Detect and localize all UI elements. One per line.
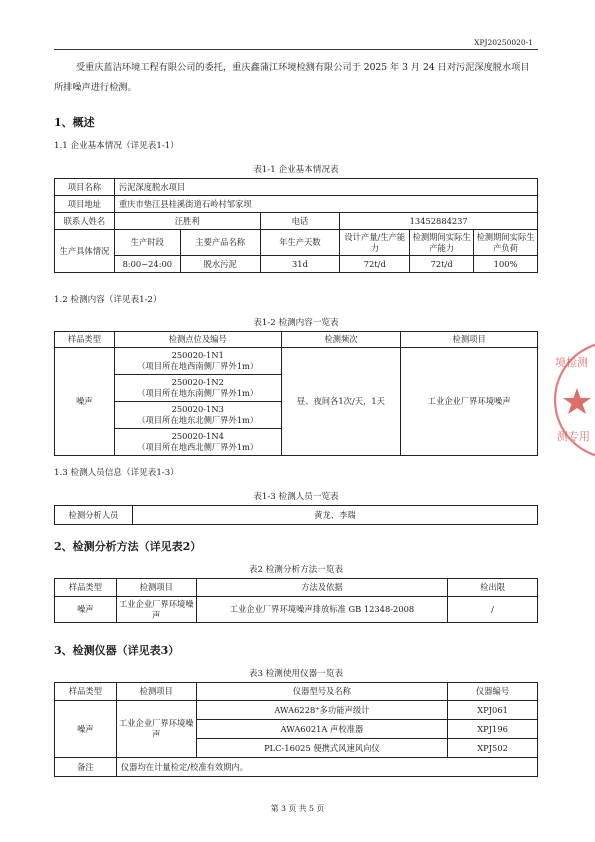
official-seal — [549, 338, 595, 460]
table-header: 检测期间实际生产负荷 — [474, 230, 538, 256]
table-header: 主要产品名称 — [180, 230, 260, 256]
table-header: 样品类型 — [55, 683, 117, 701]
table-cell: 工业企业厂界环境噪声排放标准 GB 12348-2008 — [196, 597, 447, 623]
table-header: 样品类型 — [55, 579, 117, 597]
table-cell: 72t/d — [410, 256, 474, 273]
section-1-1-heading: 1.1 企业基本情况（详见表1-1） — [54, 141, 179, 151]
point-desc: （项目所在地东南侧厂界外1m） — [137, 388, 259, 398]
point-desc: （项目所在地西南侧厂界外1m） — [137, 361, 259, 371]
table-header: 样品类型 — [55, 332, 115, 348]
point-desc: （项目所在地西北侧厂界外1m） — [137, 442, 259, 452]
note: 仪器均在计量检定/校准有效期内。 — [116, 758, 537, 777]
svg-text:测专用: 测专用 — [557, 430, 590, 443]
instrument-code: XPJ502 — [448, 739, 538, 758]
section-1-heading: 1、概述 — [54, 116, 95, 129]
table-1-2 — [54, 331, 538, 456]
table-header: 仪器编号 — [448, 683, 538, 701]
table-header: 检测频次 — [281, 332, 401, 348]
section-2-heading: 2、检测分析方法（详见表2） — [54, 540, 202, 553]
staff-label: 检测分析人员 — [55, 506, 133, 525]
instrument-code: XPJ196 — [448, 720, 538, 739]
test-item: 工业企业厂界环境噪声 — [401, 348, 538, 456]
table-3 — [54, 682, 538, 777]
table-header: 检测项目 — [116, 683, 196, 701]
table-cell: 脱水污泥 — [180, 256, 260, 273]
table-1-3 — [54, 505, 538, 525]
intro-paragraph: 受重庆蓝洁环境工程有限公司的委托，重庆鑫蒲江环境检测有限公司于 2025 年 3 月 24 日对污泥深度脱水项目所排噪声进行检测。 — [54, 62, 530, 93]
instrument-code: XPJ061 — [448, 701, 538, 720]
table-1-1 — [54, 178, 538, 273]
table-header: 生产时段 — [114, 230, 180, 256]
monitoring-point — [114, 429, 281, 456]
sample-type: 噪声 — [55, 701, 117, 758]
point-id: 250020-1N1 — [171, 350, 224, 360]
section-1-3-heading: 1.3 检测人员信息（详见表1-3） — [54, 468, 179, 478]
point-desc: （项目所在地东北侧厂界外1m） — [137, 415, 259, 425]
table-header: 检测点位及编号 — [114, 332, 281, 348]
point-id: 250020-1N3 — [171, 404, 224, 414]
monitoring-point — [114, 402, 281, 429]
table-header: 年生产天数 — [260, 230, 340, 256]
table-cell: 噪声 — [55, 597, 117, 623]
table-header: 检测项目 — [116, 579, 196, 597]
instrument-name: AWA6228⁺多功能声级计 — [196, 701, 447, 720]
table-header: 设计产量/生产能力 — [340, 230, 410, 256]
note-label: 备注 — [55, 758, 117, 777]
document-number: XPJ20250020-1 — [474, 38, 533, 47]
table-cell: 8:00~24:00 — [114, 256, 180, 273]
monitoring-point — [114, 375, 281, 402]
phone: 13452884237 — [340, 213, 538, 230]
project-name-label: 项目名称 — [55, 179, 115, 196]
seal-stamp-icon — [549, 338, 595, 460]
table-1-2-caption: 表1-2 检测内容一览表 — [253, 318, 339, 328]
table-header: 检测期间实际生产能力 — [410, 230, 474, 256]
header-rule — [54, 49, 538, 50]
project-name: 污泥深度脱水项目 — [114, 179, 537, 196]
address-label: 项目地址 — [55, 196, 115, 213]
table-header: 仪器型号及名称 — [196, 683, 447, 701]
test-item: 工业企业厂界环境噪声 — [116, 701, 196, 758]
table-1-3-caption: 表1-3 检测人员一览表 — [253, 492, 339, 502]
instrument-name: AWA6021A 声校准器 — [196, 720, 447, 739]
sample-type: 噪声 — [55, 348, 115, 456]
svg-text:境检测: 境检测 — [555, 356, 588, 369]
table-cell: 工业企业厂界环境噪声 — [116, 597, 196, 623]
monitoring-point — [114, 348, 281, 375]
table-cell: / — [448, 597, 538, 623]
table-cell: 72t/d — [340, 256, 410, 273]
page-footer: 第 3 页 共 5 页 — [270, 804, 325, 813]
section-3-heading: 3、检测仪器（详见表3） — [54, 644, 180, 657]
table-header: 检测项目 — [401, 332, 538, 348]
instrument-name: PLC-16025 便携式风速风向仪 — [196, 739, 447, 758]
table-cell: 100% — [474, 256, 538, 273]
table-header: 方法及依据 — [196, 579, 447, 597]
point-id: 250020-1N4 — [171, 431, 224, 441]
table-2 — [54, 578, 538, 623]
contact-label: 联系人姓名 — [55, 213, 115, 230]
address: 重庆市垫江县桂溪街道石岭村邹家坝 — [114, 196, 537, 213]
section-1-2-heading: 1.2 检测内容（详见表1-2） — [54, 295, 162, 305]
table-cell: 31d — [260, 256, 340, 273]
frequency: 昼、夜间各1次/天，1天 — [281, 348, 401, 456]
point-id: 250020-1N2 — [171, 377, 224, 387]
table-2-caption: 表2 检测分析方法一览表 — [248, 565, 344, 575]
production-label: 生产具体情况 — [55, 230, 115, 273]
staff-names: 黄龙、李瑞 — [132, 506, 537, 525]
contact: 汪胜利 — [114, 213, 260, 230]
table-3-caption: 表3 检测使用仪器一览表 — [248, 669, 344, 679]
table-header: 检出限 — [448, 579, 538, 597]
phone-label: 电话 — [260, 213, 340, 230]
table-1-1-caption: 表1-1 企业基本情况表 — [253, 165, 339, 175]
